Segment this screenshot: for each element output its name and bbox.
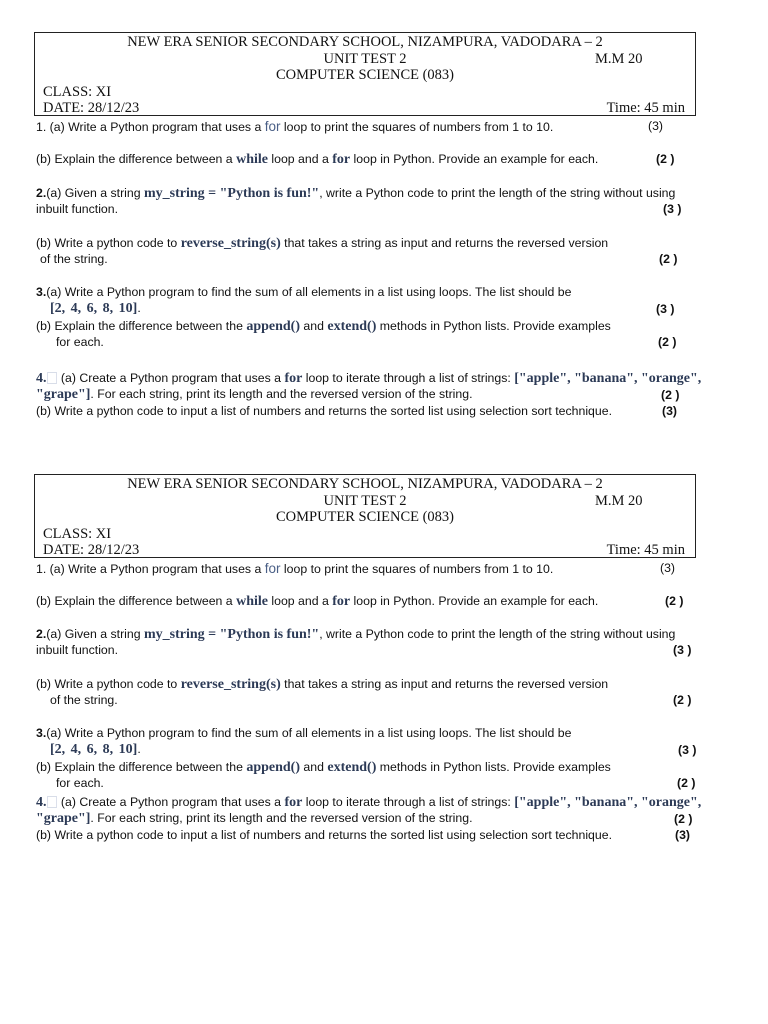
question-2b-line2: of the string.	[40, 252, 108, 266]
subject-title: COMPUTER SCIENCE (083)	[275, 509, 455, 525]
question-4b: (b) Write a python code to input a list of numbers and returns the sorted list using selection sort technique.	[36, 404, 612, 418]
date-label: DATE: 28/12/23	[43, 100, 140, 116]
time-label: Time: 45 min	[606, 100, 685, 116]
paper-header	[34, 32, 696, 116]
paper-header	[34, 474, 696, 558]
test-title: UNIT TEST 2	[323, 493, 407, 509]
question-paper-copy-1	[0, 0, 768, 418]
question-1b: (b) Explain the difference between a while loop and a for loop in Python. Provide an example for each.	[36, 152, 599, 167]
question-2a: 2.(a) Given a string my_string = "Python is fun!", write a Python code to print the length of the string without using	[36, 627, 676, 642]
class-label: CLASS: XI	[43, 526, 112, 542]
question-3b: (b) Explain the difference between the append() and extend() methods in Python lists. Provide examples	[36, 319, 611, 334]
marks-3b: (2 )	[677, 776, 696, 790]
school-name: NEW ERA SENIOR SECONDARY SCHOOL, NIZAMPURA, VADODARA – 2	[127, 34, 603, 50]
question-3a: 3.(a) Write a Python program to find the sum of all elements in a list using loops. The list should be	[36, 726, 572, 740]
class-label: CLASS: XI	[43, 84, 112, 100]
question-2a-line2: inbuilt function.	[36, 643, 119, 657]
question-3a-list: [2, 4, 6, 8, 10].	[50, 301, 141, 316]
question-4b: (b) Write a python code to input a list of numbers and returns the sorted list using selection sort technique.	[36, 828, 612, 842]
question-1a: 1. (a) Write a Python program that uses a for loop to print the squares of numbers from 1 to 10.	[36, 561, 554, 576]
max-marks: M.M 20	[595, 51, 643, 67]
marks-4a: (2 )	[674, 812, 693, 826]
question-2a-line2: inbuilt function.	[36, 202, 119, 216]
marks-1a: (3)	[660, 561, 676, 575]
marks-2a: (3 )	[663, 202, 682, 216]
question-2b-line2: of the string.	[50, 693, 118, 707]
question-2b: (b) Write a python code to reverse_string(s) that takes a string as input and returns the reversed version	[36, 677, 609, 692]
question-1b: (b) Explain the difference between a while loop and a for loop in Python. Provide an example for each.	[36, 594, 599, 609]
marks-2b: (2 )	[673, 693, 692, 707]
question-2b: (b) Write a python code to reverse_string(s) that takes a string as input and returns the reversed version	[36, 236, 609, 251]
marks-3a: (3 )	[678, 743, 697, 757]
subject-title: COMPUTER SCIENCE (083)	[275, 67, 455, 83]
marks-1a: (3)	[648, 119, 664, 133]
question-3b: (b) Explain the difference between the append() and extend() methods in Python lists. Provide examples	[36, 760, 611, 775]
question-4a: 4.⃞ (a) Create a Python program that uses a for loop to iterate through a list of strings: ["apple", "banana", "orange",	[36, 795, 702, 810]
question-paper-copy-2	[0, 442, 768, 842]
date-label: DATE: 28/12/23	[43, 542, 140, 558]
question-3b-line2: for each.	[56, 335, 104, 349]
question-2a: 2.(a) Given a string my_string = "Python is fun!", write a Python code to print the length of the string without using	[36, 186, 676, 201]
marks-3b: (2 )	[658, 335, 677, 349]
marks-1b: (2 )	[665, 594, 684, 608]
marks-3a: (3 )	[656, 302, 675, 316]
question-4a-line2: "grape"]. For each string, print its length and the reversed version of the string.	[36, 811, 473, 826]
marks-4b: (3)	[662, 404, 678, 418]
marks-2a: (3 )	[673, 643, 692, 657]
max-marks: M.M 20	[595, 493, 643, 509]
marks-4a: (2 )	[661, 388, 680, 402]
question-1a: 1. (a) Write a Python program that uses a for loop to print the squares of numbers from 1 to 10.	[36, 119, 554, 134]
test-title: UNIT TEST 2	[323, 51, 407, 67]
marks-2b: (2 )	[659, 252, 678, 266]
question-4a-line2: "grape"]. For each string, print its length and the reversed version of the string.	[36, 387, 473, 402]
marks-1b: (2 )	[656, 152, 675, 166]
time-label: Time: 45 min	[606, 542, 685, 558]
question-3a: 3.(a) Write a Python program to find the sum of all elements in a list using loops. The list should be	[36, 285, 572, 299]
question-3b-line2: for each.	[56, 776, 104, 790]
school-name: NEW ERA SENIOR SECONDARY SCHOOL, NIZAMPURA, VADODARA – 2	[127, 476, 603, 492]
marks-4b: (3)	[675, 828, 691, 842]
question-4a: 4.⃞ (a) Create a Python program that uses a for loop to iterate through a list of strings: ["apple", "banana", "orange",	[36, 371, 702, 386]
question-3a-list: [2, 4, 6, 8, 10].	[50, 742, 141, 757]
